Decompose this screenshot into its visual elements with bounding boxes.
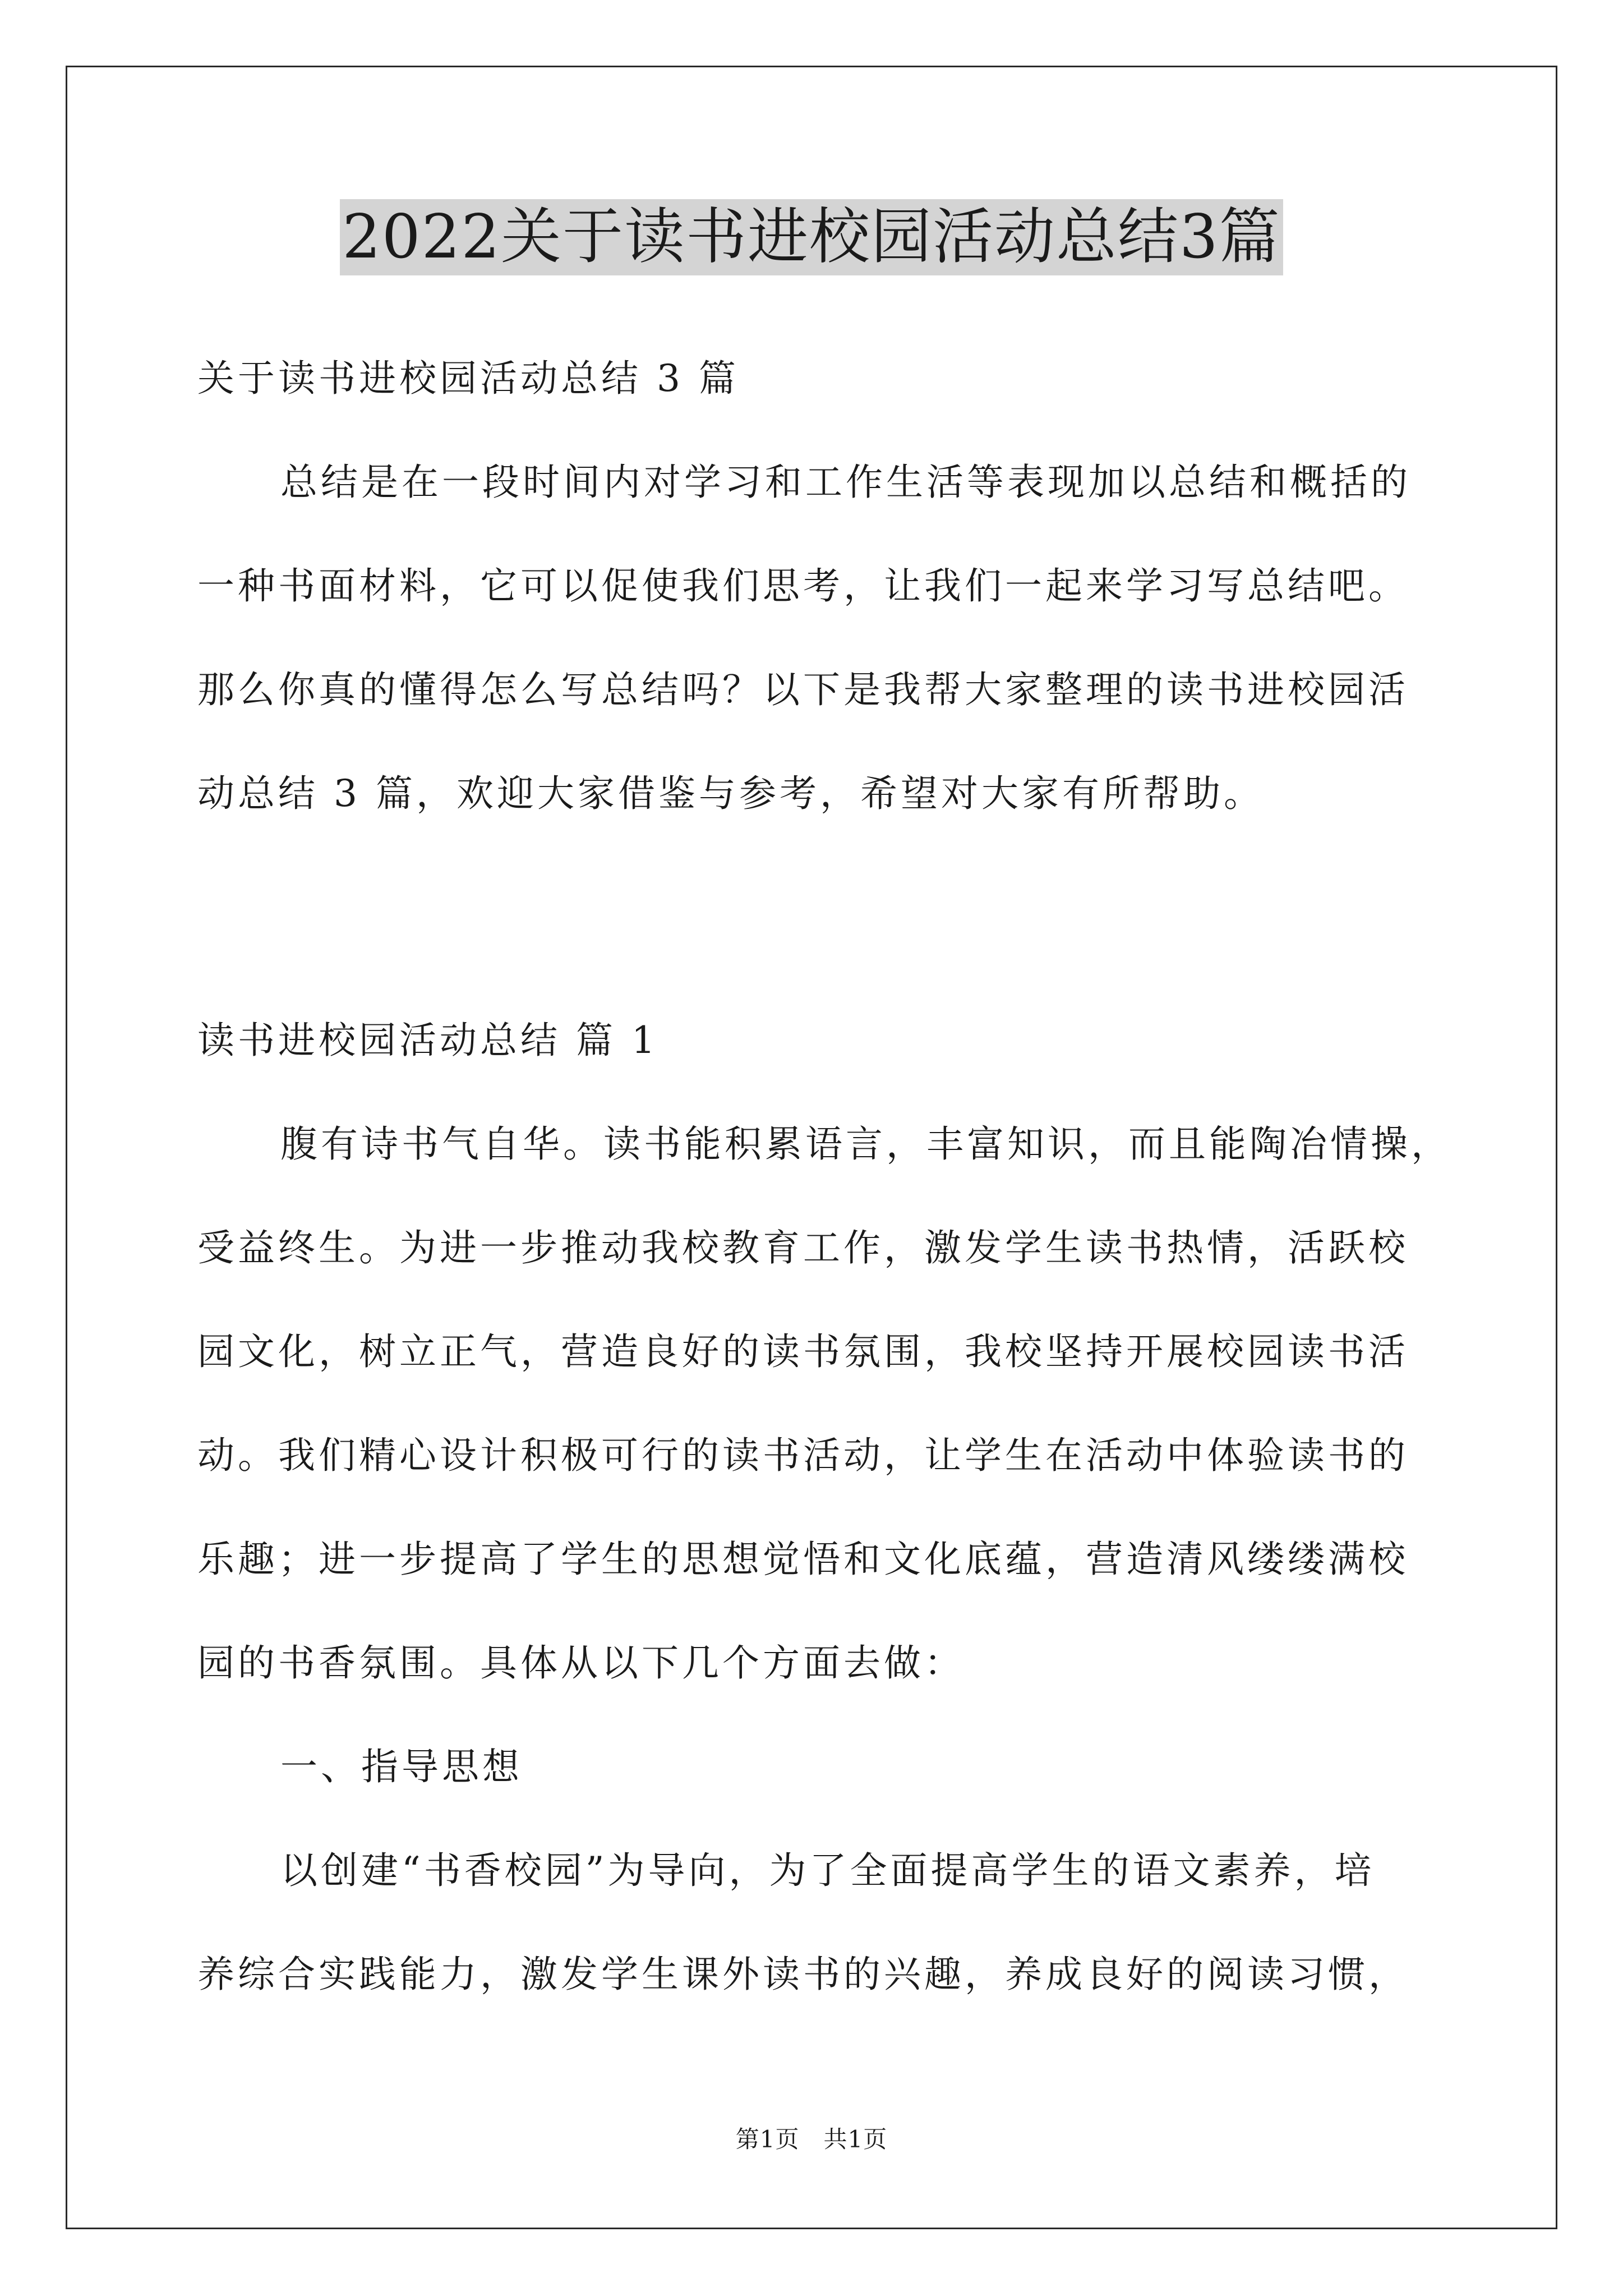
intro-line: 一种书面材料，它可以促使我们思考，让我们一起来学习写总结吧。 — [197, 564, 1409, 608]
intro-line: 那么你真的懂得怎么写总结吗？以下是我帮大家整理的读书进校园活 — [197, 668, 1409, 711]
paragraph-line: 园文化，树立正气，营造良好的读书氛围，我校坚持开展校园读书活 — [197, 1330, 1409, 1373]
paragraph-line: 腹有诗书气自华。读书能积累语言，丰富知识，而且能陶冶情操， — [280, 1122, 1451, 1166]
paragraph-line: 以创建“书香校园”为导向，为了全面提高学生的语文素养，培 — [280, 1849, 1375, 1892]
intro-line: 动总结 3 篇，欢迎大家借鉴与参考，希望对大家有所帮助。 — [197, 772, 1264, 815]
page-footer: 第1页 共1页 — [735, 2125, 888, 2153]
section-heading: 读书进校园活动总结 篇 1 — [197, 1019, 658, 1062]
paragraph-line: 养综合实践能力，激发学生课外读书的兴趣，养成良好的阅读习惯， — [197, 1953, 1409, 1996]
subheading: 一、指导思想 — [280, 1745, 523, 1788]
paragraph-line: 动。我们精心设计积极可行的读书活动，让学生在活动中体验读书的 — [197, 1434, 1409, 1477]
paragraph-line: 乐趣；进一步提高了学生的思想觉悟和文化底蕴，营造清风缕缕满校 — [197, 1538, 1409, 1581]
document-subtitle: 关于读书进校园活动总结 3 篇 — [197, 357, 739, 400]
title-wrap — [0, 199, 1623, 275]
intro-line: 总结是在一段时间内对学习和工作生活等表现加以总结和概括的 — [280, 461, 1411, 504]
document-title: 2022关于读书进校园活动总结3篇 — [340, 199, 1283, 275]
paragraph-line: 园的书香氛围。具体从以下几个方面去做： — [197, 1641, 965, 1685]
paragraph-line: 受益终生。为进一步推动我校教育工作，激发学生读书热情，活跃校 — [197, 1226, 1409, 1269]
